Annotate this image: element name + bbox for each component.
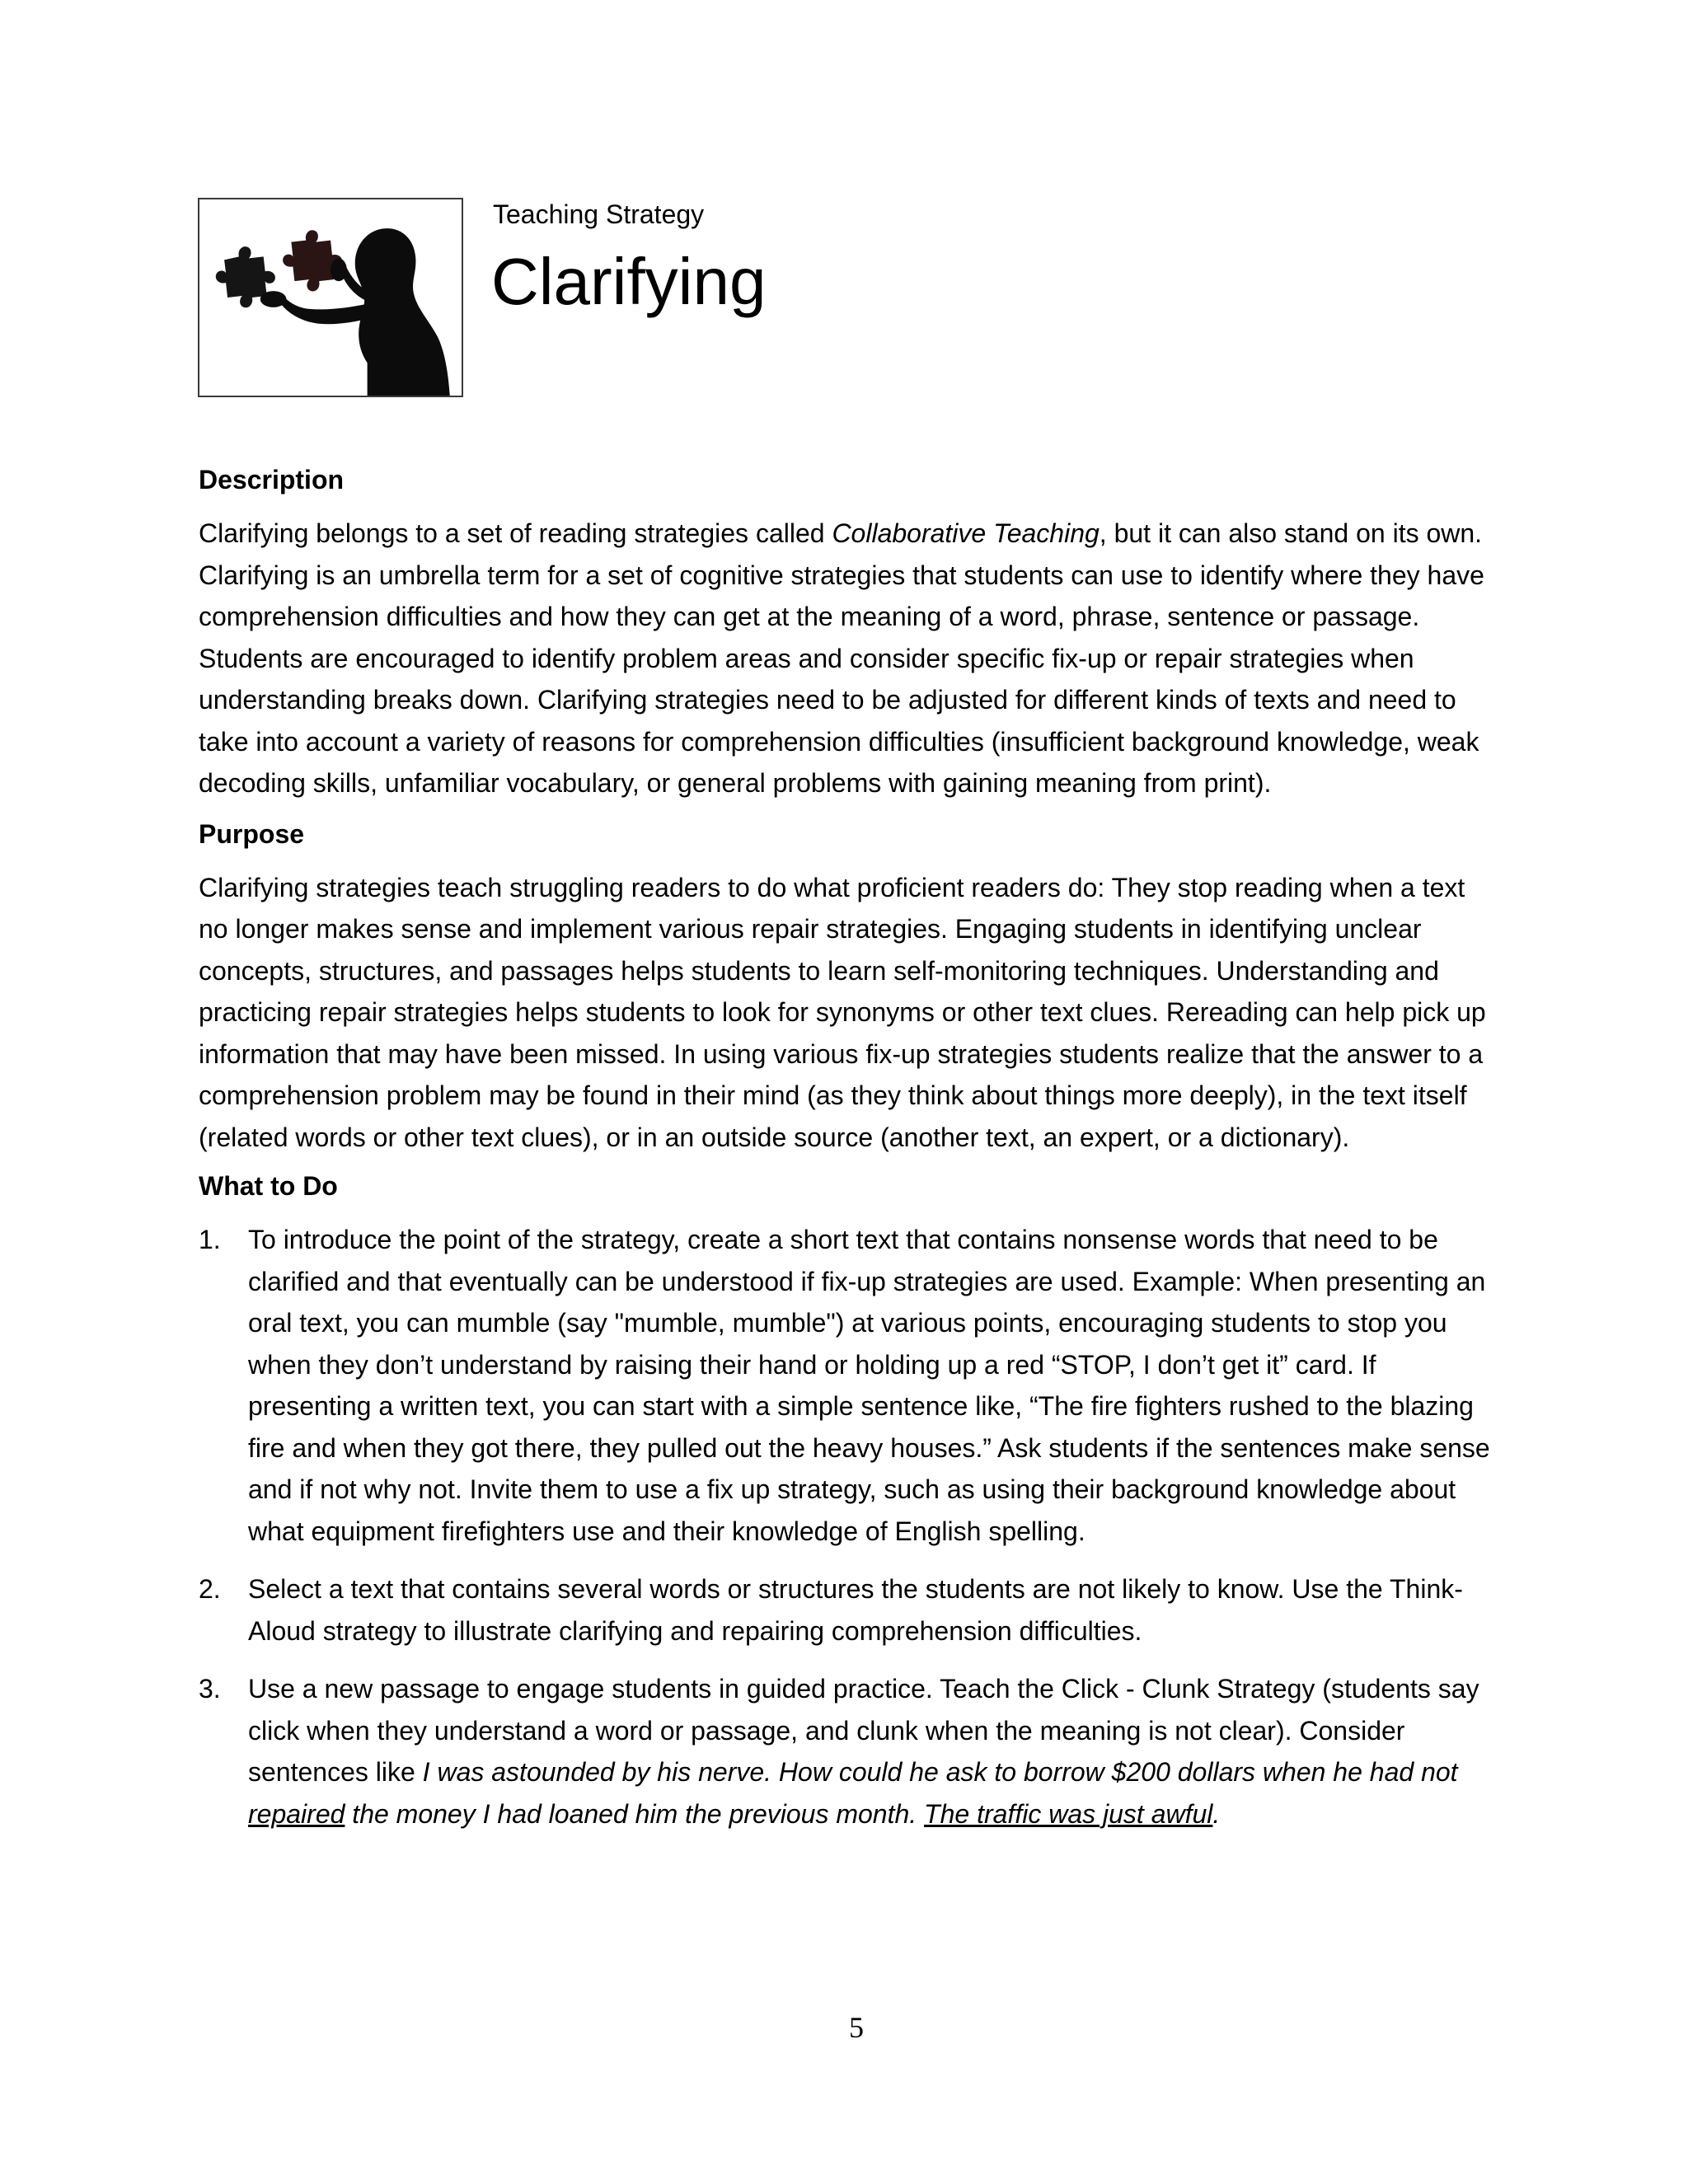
description-text-start: Clarifying belongs to a set of reading strategies called bbox=[199, 518, 832, 548]
step-number: 3. bbox=[199, 1674, 221, 1704]
what-to-do-heading: What to Do bbox=[199, 1171, 338, 1201]
description-text-end: , but it can also stand on its own. Clarifying is an umbrella term for a set of cognitive strategies that students can use to identify where they have comprehension difficulties and how they can get at the meaning of a word, phrase, sentence or passage. Students are encouraged to identify problem areas and consider specific fix-up or repair strategies when understanding breaks down. Clarifying strategies need to be adjusted for different kinds of texts and need to take into account a variety of reasons for comprehension difficulties (insufficient background knowledge, weak decoding skills, unfamiliar vocabulary, or general problems with gaining meaning from print). bbox=[199, 518, 1484, 798]
description-paragraph bbox=[199, 513, 1493, 804]
step-text-plain: Use a new passage to engage students in guided practice. Teach the Click - Clunk Strategy (students say click when they understand a word or passage, and clunk when the meaning is not clear). Consider sentences like bbox=[248, 1674, 1479, 1787]
description-section bbox=[199, 462, 1493, 804]
step-text: To introduce the point of the strategy, create a short text that contains nonsense words that need to be clarified and that eventually can be understood if fix-up strategies are used. Example: When presenting an oral text, you can mumble (say "mumble, mumble") at various points, encouraging students to stop you when they don’t understand by raising their hand or holding up a red “STOP, I don’t get it” card. If presenting a written text, you can start with a simple sentence like, “The fire fighters rushed to the blazing fire and when they got there, they pulled out the heavy houses.” Ask students if the sentences make sense and if not why not. Invite them to use a fix up strategy, such as using their background knowledge about what equipment firefighters use and their knowledge of English spelling. bbox=[248, 1225, 1490, 1546]
step-number: 1. bbox=[199, 1225, 221, 1254]
purpose-heading: Purpose bbox=[199, 818, 305, 849]
steps-list bbox=[199, 1219, 1493, 1835]
step-text: Select a text that contains several words or structures the students are not likely to know. Use the Think-Aloud strategy to illustrate clarifying and repairing comprehension difficulties. bbox=[248, 1574, 1463, 1646]
collaborative-teaching-term: Collaborative Teaching bbox=[832, 518, 1100, 548]
example-end-punctuation: . bbox=[1212, 1798, 1221, 1829]
purpose-paragraph: Clarifying strategies teach struggling readers to do what proficient readers do: They stop reading when a text no longer makes sense and implement various repair strategies. Engaging students in identifying unclear concepts, structures, and passages helps students to learn self-monitoring techniques. Understanding and practicing repair strategies helps students to look for synonyms or other text clues. Rereading can help pick up information that may have been missed. In using various fix-up strategies students realize that the answer to a comprehension problem may be found in their mind (as they think about things more deeply), in the text itself (related words or other text clues), or in an outside source (another text, an expert, or a dictionary). bbox=[199, 872, 1486, 1152]
step-item bbox=[199, 1668, 1493, 1835]
header-illustration bbox=[198, 198, 463, 397]
description-heading: Description bbox=[199, 465, 345, 494]
purpose-section bbox=[199, 816, 1493, 1159]
example-underlined-word: repaired bbox=[248, 1798, 345, 1829]
step-item bbox=[199, 1568, 1493, 1652]
page-eyebrow: Teaching Strategy bbox=[493, 199, 705, 229]
page-number: 5 bbox=[849, 2011, 864, 2044]
what-to-do-section bbox=[199, 1168, 1493, 1835]
example-italic-2: the money I had loaned him the previous month. bbox=[345, 1798, 925, 1829]
example-italic-1: I was astounded by his nerve. How could he ask to borrow $200 dollars when he had not bbox=[422, 1757, 1458, 1787]
step-text bbox=[248, 1674, 1479, 1829]
step-item bbox=[199, 1219, 1493, 1552]
silhouette-puzzle-icon bbox=[199, 199, 462, 396]
step-number: 2. bbox=[199, 1574, 221, 1604]
example-underlined-sentence: The traffic was just awful bbox=[924, 1798, 1213, 1829]
main-content bbox=[199, 462, 1493, 1851]
page-title: Clarifying bbox=[491, 245, 767, 318]
